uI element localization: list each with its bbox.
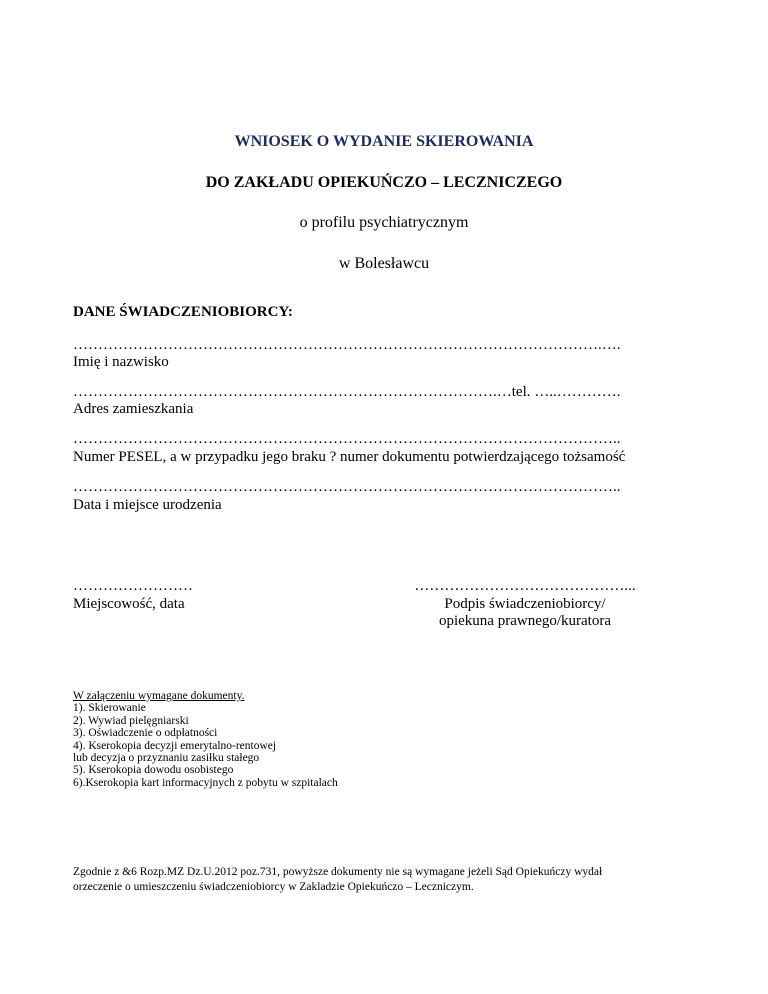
- attachment-item: 1). Skierowanie: [73, 702, 146, 715]
- attachment-item: 4). Kserokopia decyzji emerytalno-rentowej: [73, 739, 277, 752]
- legal-note: [73, 865, 602, 895]
- birth-field-label: Data i miejsce urodzenia: [73, 497, 222, 513]
- legal-note-line1: Zgodnie z &6 Rozp.MZ Dz.U.2012 poz.731, powyższe dokumenty nie są wymagane jeżeli Sąd Opiekuńczy wydał: [73, 866, 603, 878]
- signature-dots[interactable]: ……………………………………...: [414, 578, 636, 594]
- address-field-label: Adres zamieszkania: [73, 401, 194, 417]
- place-date-label: Miejscowość, data: [73, 596, 185, 612]
- attachment-item: 6).Kserokopia kart informacyjnych z pobytu w szpitalach: [73, 776, 338, 789]
- document-title-line1: WNIOSEK O WYDANIE SKIEROWANIA: [234, 133, 534, 150]
- pesel-field-dots[interactable]: ………………………………………………………………………………………………..: [73, 431, 621, 447]
- signature-label-line1: Podpis świadczeniobiorcy/: [444, 596, 606, 612]
- document-subtitle-line2: w Bolesławcu: [338, 255, 430, 272]
- name-field-label: Imię i nazwisko: [73, 354, 169, 370]
- document-title-line2: DO ZAKŁADU OPIEKUŃCZO – LECZNICZEGO: [205, 174, 563, 191]
- attachment-item: 2). Wywiad pielęgniarski: [73, 714, 189, 727]
- place-date-dots[interactable]: ……………………: [73, 578, 193, 594]
- attachments-header: W załączeniu wymagane dokumenty.: [73, 690, 245, 702]
- legal-note-line2: orzeczenie o umieszczeniu świadczeniobiorcy w Zakladzie Opiekuńczo – Leczniczym.: [73, 881, 474, 893]
- attachment-item: 3). Oświadczenie o odpłatności: [73, 727, 218, 740]
- attachment-item: 5). Kserokopia dowodu osobistego: [73, 764, 234, 777]
- pesel-field-label: Numer PESEL, a w przypadku jego braku ? numer dokumentu potwierdzającego tożsamość: [73, 449, 626, 465]
- signature-label-line2: opiekuna prawnego/kuratora: [438, 613, 612, 629]
- name-field-dots[interactable]: …………………………………………………………………………………………….….: [73, 337, 621, 353]
- section-title: DANE ŚWIADCZENIOBIORCY:: [73, 304, 293, 320]
- document-subtitle-line1: o profilu psychiatrycznym: [299, 214, 469, 231]
- attachment-item: lub decyzja o przyznaniu zasiłku stałego: [73, 752, 260, 765]
- address-field-dots[interactable]: ………………………………………………………………………….…tel. …..………….: [73, 384, 621, 400]
- attachments-list: [73, 690, 338, 789]
- birth-field-dots[interactable]: ………………………………………………………………………………………………..: [73, 479, 621, 495]
